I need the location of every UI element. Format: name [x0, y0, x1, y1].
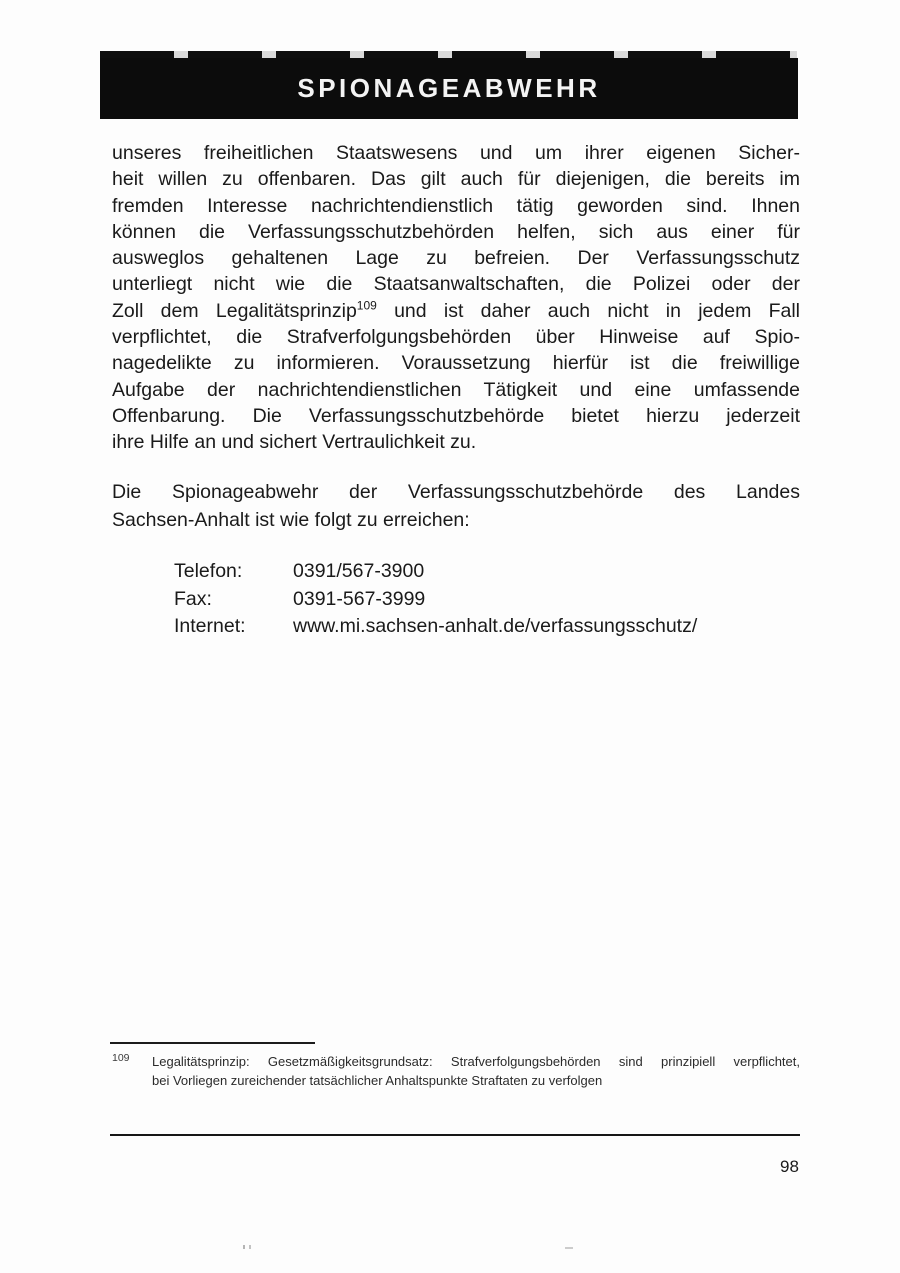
- body-text-line: Aufgabe der nachrichtendienstlichen Tätigkeit und eine umfassende: [112, 378, 800, 401]
- body-text-segment: Zoll dem Legalitätsprinzip: [112, 299, 357, 322]
- contact-label: Telefon:: [174, 560, 243, 582]
- internet-url: www.mi.sachsen-anhalt.de/verfassungsschutz/: [293, 615, 698, 638]
- contact-row-fax: [174, 586, 800, 614]
- body-paragraph-1: [112, 140, 800, 456]
- scan-artifact: [100, 51, 797, 58]
- body-text-line: können die Verfassungsschutzbehörden helfen, sich aus einer für: [112, 220, 800, 243]
- body-text-line: fremden Interesse nachrichtendienstlich tätig geworden sind. Ihnen: [112, 194, 800, 217]
- footnote-text-line: bei Vorliegen zureichender tatsächlicher Anhaltspunkte Straftaten zu verfolgen: [152, 1072, 603, 1088]
- contact-label: Internet:: [174, 615, 246, 638]
- footer-rule: [110, 1134, 800, 1136]
- body-text-line: Sachsen-Anhalt ist wie folgt zu erreichen:: [112, 508, 470, 531]
- section-header-banner: [100, 58, 798, 119]
- scan-artifact: [243, 1245, 245, 1249]
- footnote-block: [112, 1049, 800, 1090]
- contact-row-telefon: [174, 558, 800, 586]
- body-text-line: verpflichtet, die Strafverfolgungsbehörden über Hinweise auf Spio-: [112, 326, 800, 349]
- footnote-separator-rule: [110, 1042, 315, 1044]
- body-text-line: Offenbarung. Die Verfassungsschutzbehörde bietet hierzu jederzeit: [112, 404, 800, 427]
- body-text-segment: und ist daher auch nicht in jedem Fall: [376, 299, 800, 322]
- page-number: 98: [780, 1157, 799, 1176]
- footnote-reference: 109: [356, 298, 377, 313]
- scan-artifact: [249, 1245, 251, 1249]
- telefon-number: 0391/567-3900: [293, 560, 425, 582]
- footnote-text-line: Legalitätsprinzip: Gesetzmäßigkeitsgrundsatz: Strafverfolgungsbehörden sind prinzipiell verpflichtet,: [152, 1054, 800, 1069]
- footnote-text: [152, 1053, 800, 1090]
- section-title: SPIONAGEABWEHR: [297, 73, 601, 103]
- contact-row-internet: [174, 613, 800, 641]
- footnote-marker: 109: [112, 1052, 130, 1064]
- body-text-line: unterliegt nicht wie die Staatsanwaltschaften, die Polizei oder der: [112, 273, 800, 296]
- fax-number: 0391-567-3999: [293, 587, 426, 610]
- contact-label: Fax:: [174, 587, 212, 610]
- body-paragraph-2: [112, 479, 800, 534]
- body-text-line: ausweglos gehaltenen Lage zu befreien. Der Verfassungsschutz: [112, 247, 800, 270]
- contact-info-block: [174, 558, 800, 641]
- body-text-line: unseres freiheitlichen Staatswesens und um ihrer eigenen Sicher-: [112, 142, 800, 164]
- body-text-line: ihre Hilfe an und sichert Vertraulichkeit zu.: [112, 431, 477, 454]
- body-text-line: nagedelikte zu informieren. Voraussetzung hierfür ist die freiwillige: [112, 352, 800, 375]
- body-text-line-with-footnote-ref: [112, 298, 800, 324]
- scan-artifact: [565, 1247, 573, 1249]
- body-text-line: Die Spionageabwehr der Verfassungsschutzbehörde des Landes: [112, 481, 800, 503]
- body-text-line: heit willen zu offenbaren. Das gilt auch für diejenigen, die bereits im: [112, 168, 800, 191]
